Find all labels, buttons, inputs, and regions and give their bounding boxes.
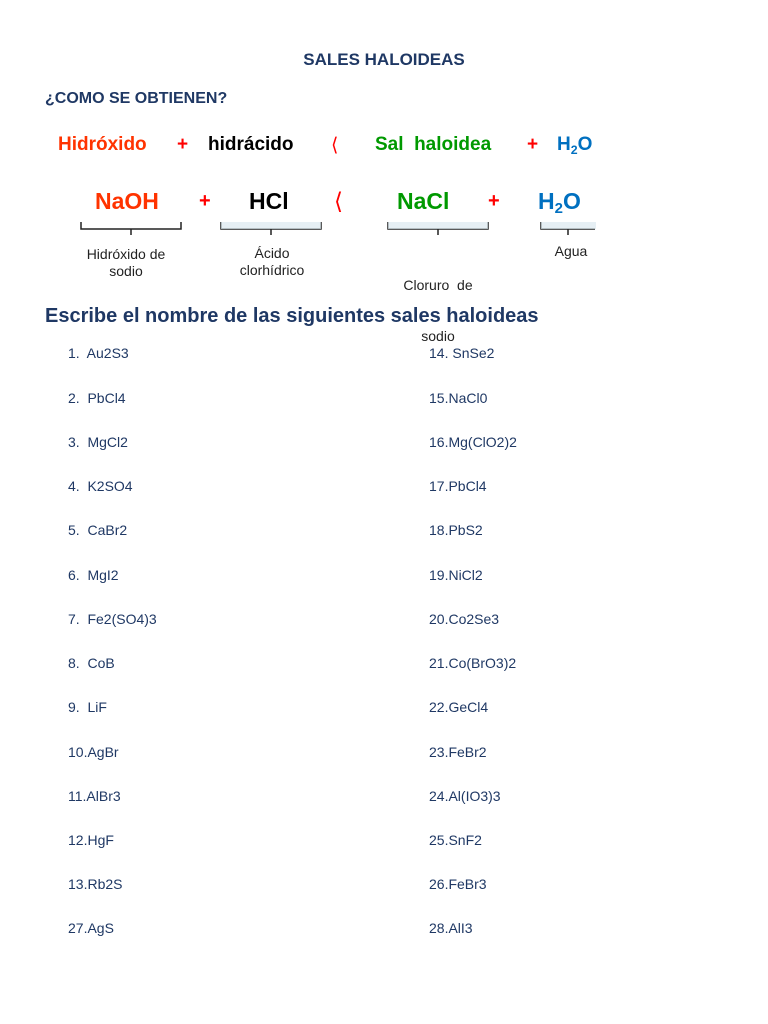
water-o: O [562,188,581,214]
bracket-naoh [80,222,182,236]
reactant-hydroxide: Hidróxido [58,134,147,155]
list-item: 7. Fe2(SO4)3 [68,611,157,627]
bracket-water [540,222,596,236]
list-item: 19.NiCl2 [429,567,483,583]
caption-line: Cloruro de [403,277,473,293]
page-title: SALES HALOIDEAS [303,50,465,69]
caption-line: Agua [554,243,588,259]
list-item: 1. Au2S3 [68,345,129,361]
plus-sign: + [199,190,211,212]
list-item: 4. K2SO4 [68,478,133,494]
list-item: 11.AlBr3 [68,788,121,804]
formula-hcl: HCl [249,188,289,214]
list-item: 23.FeBr2 [429,744,487,760]
formula-nacl: NaCl [397,188,450,214]
water-subscript: 2 [554,200,563,217]
list-item: 6. MgI2 [68,567,119,583]
caption-line: sodio [109,263,143,279]
formula-naoh: NaOH [95,188,159,214]
list-item: 2. PbCl4 [68,390,126,406]
caption-naoh [70,246,182,280]
list-item: 9. LiF [68,699,107,715]
reactant-hydracid: hidrácido [208,134,294,155]
caption-line: Ácido [254,245,290,261]
list-item: 18.PbS2 [429,522,483,538]
caption-line: sodio [421,328,455,344]
list-item: 17.PbCl4 [429,478,487,494]
exercise-heading: Escribe el nombre de las siguientes sales haloideas [45,305,539,327]
list-item: 28.AlI3 [429,920,473,936]
list-item: 14. SnSe2 [429,345,495,361]
list-item: 22.GeCl4 [429,699,489,715]
water-h: H [557,134,571,155]
reaction-arrow: ⟨ [334,188,343,214]
plus-sign: + [177,134,189,155]
water-o: O [577,134,593,155]
formula-water [538,188,581,217]
list-item: 13.Rb2S [68,876,123,892]
reaction-arrow: ⟨ [331,135,339,156]
list-item: 12.HgF [68,832,114,848]
list-item: 24.Al(IO3)3 [429,788,501,804]
list-item: 20.Co2Se3 [429,611,500,627]
product-water [557,134,592,157]
caption-hcl [216,245,328,279]
list-item: 15.NaCl0 [429,390,488,406]
list-item: 27.AgS [68,920,114,936]
list-item: 8. CoB [68,655,115,671]
list-item: 10.AgBr [68,744,119,760]
list-item: 3. MgCl2 [68,434,128,450]
list-item: 16.Mg(ClO2)2 [429,434,517,450]
list-item: 5. CaBr2 [68,522,128,538]
bracket-nacl [387,222,489,236]
water-subscript: 2 [570,143,578,157]
subtitle: ¿COMO SE OBTIENEN? [45,90,228,107]
list-item: 25.SnF2 [429,832,482,848]
list-item: 21.Co(BrO3)2 [429,655,517,671]
caption-water [540,243,602,260]
plus-sign: + [488,190,500,212]
bracket-hcl [220,222,322,236]
caption-line: Hidróxido de [86,246,166,262]
water-h: H [538,188,555,214]
product-salt: Sal haloidea [375,134,492,155]
plus-sign: + [527,134,539,155]
list-item: 26.FeBr3 [429,876,487,892]
caption-line: clorhídrico [239,262,305,278]
